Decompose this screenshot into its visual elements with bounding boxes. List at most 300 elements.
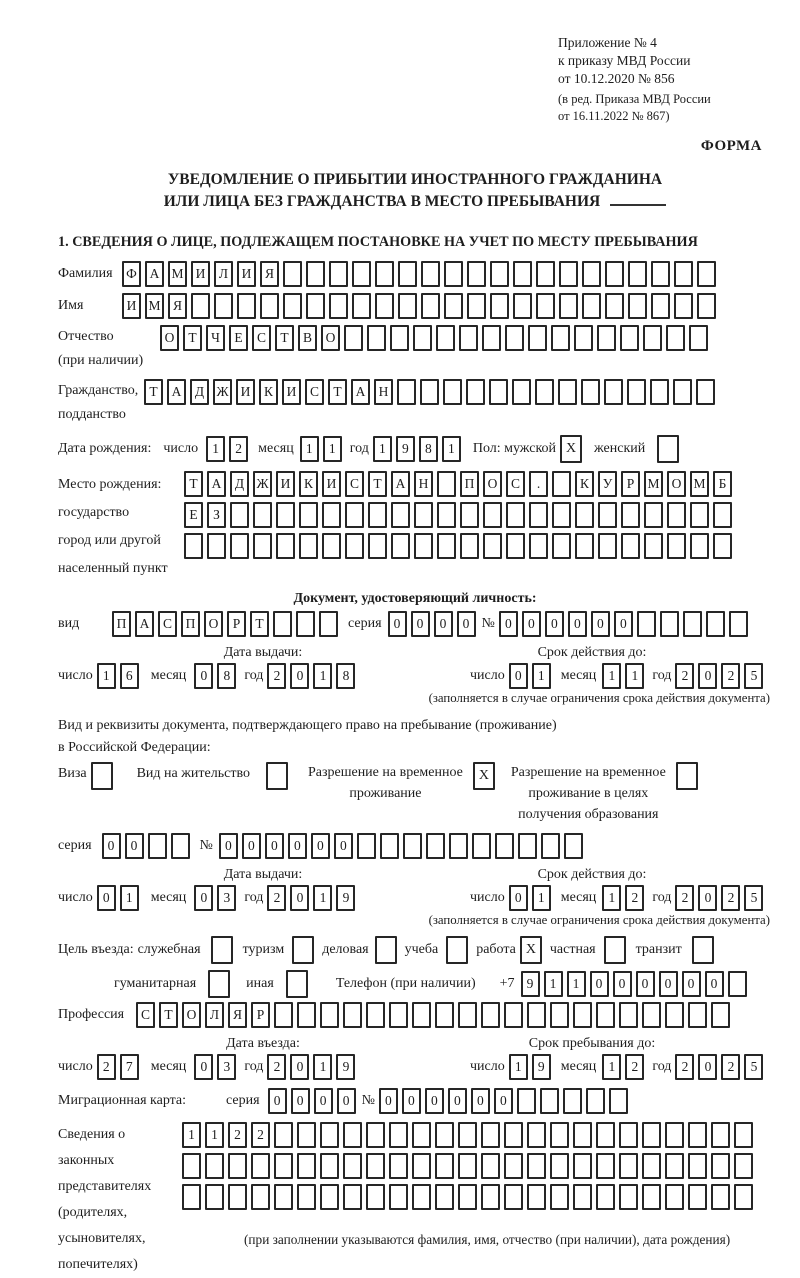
form-cell[interactable] <box>667 502 686 528</box>
form-cell[interactable] <box>651 261 670 287</box>
form-cell[interactable]: 0 <box>545 611 564 637</box>
form-cell[interactable]: 1 <box>373 436 392 462</box>
form-cell[interactable] <box>665 1153 684 1179</box>
form-cell[interactable] <box>435 1153 454 1179</box>
form-cell[interactable]: И <box>236 379 255 405</box>
form-cell[interactable] <box>449 833 468 859</box>
form-cell[interactable] <box>253 533 272 559</box>
form-cell[interactable]: 2 <box>675 663 694 689</box>
form-cell[interactable] <box>472 833 491 859</box>
form-cell[interactable]: Д <box>190 379 209 405</box>
form-cell[interactable]: 0 <box>509 885 528 911</box>
form-cell[interactable]: 0 <box>522 611 541 637</box>
form-cell[interactable]: 0 <box>194 885 213 911</box>
form-cell[interactable]: Е <box>184 502 203 528</box>
form-cell[interactable] <box>366 1153 385 1179</box>
form-cell[interactable] <box>540 1088 559 1114</box>
form-cell[interactable] <box>619 1002 638 1028</box>
form-cell[interactable] <box>459 325 478 351</box>
form-cell[interactable]: 2 <box>228 1122 247 1148</box>
form-cell[interactable] <box>644 502 663 528</box>
form-cell[interactable]: 0 <box>219 833 238 859</box>
form-cell[interactable] <box>621 502 640 528</box>
form-cell[interactable] <box>505 325 524 351</box>
form-cell[interactable]: 0 <box>448 1088 467 1114</box>
form-cell[interactable] <box>171 833 190 859</box>
form-cell[interactable] <box>345 502 364 528</box>
form-cell[interactable]: 1 <box>323 436 342 462</box>
purpose-other-checkbox[interactable] <box>286 970 308 998</box>
form-cell[interactable]: К <box>299 471 318 497</box>
form-cell[interactable]: И <box>237 261 256 287</box>
form-cell[interactable] <box>444 293 463 319</box>
form-cell[interactable] <box>230 502 249 528</box>
form-cell[interactable]: 0 <box>494 1088 513 1114</box>
form-cell[interactable] <box>650 379 669 405</box>
form-cell[interactable]: 1 <box>602 885 621 911</box>
form-cell[interactable]: 0 <box>290 885 309 911</box>
form-cell[interactable]: 1 <box>509 1054 528 1080</box>
form-cell[interactable]: 0 <box>698 885 717 911</box>
form-cell[interactable] <box>688 1153 707 1179</box>
form-cell[interactable] <box>628 261 647 287</box>
form-cell[interactable] <box>527 1002 546 1028</box>
form-cell[interactable]: 8 <box>217 663 236 689</box>
form-cell[interactable] <box>689 325 708 351</box>
form-cell[interactable] <box>299 533 318 559</box>
form-cell[interactable]: 0 <box>698 663 717 689</box>
form-cell[interactable]: 1 <box>602 663 621 689</box>
form-cell[interactable]: Я <box>260 261 279 287</box>
form-cell[interactable] <box>690 502 709 528</box>
form-cell[interactable] <box>596 1002 615 1028</box>
form-cell[interactable]: П <box>181 611 200 637</box>
form-cell[interactable]: 1 <box>532 885 551 911</box>
form-cell[interactable] <box>343 1002 362 1028</box>
form-cell[interactable]: 0 <box>337 1088 356 1114</box>
form-cell[interactable]: 0 <box>659 971 678 997</box>
form-cell[interactable] <box>467 293 486 319</box>
form-cell[interactable] <box>389 1153 408 1179</box>
form-cell[interactable] <box>444 261 463 287</box>
form-cell[interactable] <box>728 971 747 997</box>
form-cell[interactable] <box>414 502 433 528</box>
form-cell[interactable]: 3 <box>217 885 236 911</box>
form-cell[interactable]: 1 <box>442 436 461 462</box>
form-cell[interactable] <box>182 1184 201 1210</box>
form-cell[interactable] <box>642 1122 661 1148</box>
form-cell[interactable]: 0 <box>268 1088 287 1114</box>
form-cell[interactable] <box>490 261 509 287</box>
form-cell[interactable] <box>734 1184 753 1210</box>
form-cell[interactable] <box>575 502 594 528</box>
form-cell[interactable] <box>628 293 647 319</box>
form-cell[interactable] <box>368 502 387 528</box>
purpose-study-checkbox[interactable] <box>446 936 468 964</box>
form-cell[interactable] <box>460 502 479 528</box>
form-cell[interactable] <box>398 261 417 287</box>
temp-residence-edu-checkbox[interactable] <box>676 762 698 790</box>
residence-permit-checkbox[interactable] <box>266 762 288 790</box>
form-cell[interactable] <box>697 293 716 319</box>
form-cell[interactable]: П <box>112 611 131 637</box>
form-cell[interactable] <box>665 1002 684 1028</box>
form-cell[interactable]: 5 <box>744 663 763 689</box>
form-cell[interactable]: 1 <box>567 971 586 997</box>
form-cell[interactable] <box>667 533 686 559</box>
form-cell[interactable]: И <box>122 293 141 319</box>
form-cell[interactable]: Ф <box>122 261 141 287</box>
form-cell[interactable]: 0 <box>705 971 724 997</box>
form-cell[interactable] <box>260 293 279 319</box>
form-cell[interactable]: 2 <box>625 885 644 911</box>
form-cell[interactable] <box>504 1184 523 1210</box>
form-cell[interactable] <box>609 1088 628 1114</box>
form-cell[interactable]: К <box>575 471 594 497</box>
form-cell[interactable]: 2 <box>625 1054 644 1080</box>
form-cell[interactable] <box>541 833 560 859</box>
form-cell[interactable] <box>389 1002 408 1028</box>
form-cell[interactable] <box>228 1184 247 1210</box>
form-cell[interactable] <box>596 1184 615 1210</box>
form-cell[interactable] <box>322 502 341 528</box>
form-cell[interactable]: 9 <box>336 885 355 911</box>
form-cell[interactable] <box>297 1122 316 1148</box>
form-cell[interactable] <box>527 1153 546 1179</box>
form-cell[interactable] <box>403 833 422 859</box>
form-cell[interactable] <box>421 261 440 287</box>
form-cell[interactable] <box>551 325 570 351</box>
form-cell[interactable] <box>296 611 315 637</box>
form-cell[interactable] <box>564 833 583 859</box>
form-cell[interactable] <box>711 1184 730 1210</box>
form-cell[interactable] <box>390 325 409 351</box>
form-cell[interactable]: 1 <box>313 1054 332 1080</box>
form-cell[interactable] <box>596 1122 615 1148</box>
form-cell[interactable]: Т <box>368 471 387 497</box>
form-cell[interactable] <box>642 1184 661 1210</box>
form-cell[interactable] <box>552 502 571 528</box>
form-cell[interactable] <box>527 1122 546 1148</box>
form-cell[interactable] <box>466 379 485 405</box>
form-cell[interactable]: С <box>252 325 271 351</box>
purpose-business-checkbox[interactable] <box>375 936 397 964</box>
form-cell[interactable] <box>713 533 732 559</box>
form-cell[interactable] <box>513 261 532 287</box>
form-cell[interactable] <box>483 533 502 559</box>
form-cell[interactable] <box>558 379 577 405</box>
purpose-private-checkbox[interactable] <box>604 936 626 964</box>
form-cell[interactable] <box>343 1184 362 1210</box>
form-cell[interactable] <box>504 1153 523 1179</box>
form-cell[interactable]: 1 <box>532 663 551 689</box>
form-cell[interactable] <box>550 1184 569 1210</box>
form-cell[interactable] <box>389 1184 408 1210</box>
form-cell[interactable]: 0 <box>314 1088 333 1114</box>
form-cell[interactable] <box>414 533 433 559</box>
form-cell[interactable]: 1 <box>544 971 563 997</box>
form-cell[interactable]: 0 <box>636 971 655 997</box>
form-cell[interactable]: 1 <box>206 436 225 462</box>
form-cell[interactable]: Т <box>250 611 269 637</box>
form-cell[interactable] <box>276 533 295 559</box>
form-cell[interactable]: К <box>259 379 278 405</box>
form-cell[interactable]: 0 <box>265 833 284 859</box>
form-cell[interactable]: 0 <box>388 611 407 637</box>
form-cell[interactable]: О <box>321 325 340 351</box>
title-blank-line[interactable] <box>610 192 666 206</box>
form-cell[interactable]: 1 <box>313 885 332 911</box>
form-cell[interactable] <box>345 533 364 559</box>
form-cell[interactable]: 1 <box>97 663 116 689</box>
form-cell[interactable]: Т <box>275 325 294 351</box>
form-cell[interactable] <box>274 1122 293 1148</box>
form-cell[interactable] <box>352 293 371 319</box>
form-cell[interactable] <box>518 833 537 859</box>
form-cell[interactable]: 8 <box>419 436 438 462</box>
purpose-transit-checkbox[interactable] <box>692 936 714 964</box>
form-cell[interactable] <box>435 1122 454 1148</box>
form-cell[interactable] <box>397 379 416 405</box>
form-cell[interactable]: О <box>483 471 502 497</box>
form-cell[interactable] <box>619 1153 638 1179</box>
form-cell[interactable]: Я <box>168 293 187 319</box>
form-cell[interactable] <box>421 293 440 319</box>
form-cell[interactable]: 0 <box>613 971 632 997</box>
form-cell[interactable]: 1 <box>300 436 319 462</box>
form-cell[interactable] <box>575 533 594 559</box>
form-cell[interactable] <box>642 1002 661 1028</box>
form-cell[interactable] <box>673 379 692 405</box>
form-cell[interactable]: 2 <box>267 1054 286 1080</box>
form-cell[interactable] <box>482 325 501 351</box>
form-cell[interactable]: 1 <box>120 885 139 911</box>
form-cell[interactable]: М <box>690 471 709 497</box>
form-cell[interactable] <box>690 533 709 559</box>
form-cell[interactable]: 2 <box>267 663 286 689</box>
form-cell[interactable] <box>550 1153 569 1179</box>
form-cell[interactable] <box>529 533 548 559</box>
form-cell[interactable]: 2 <box>97 1054 116 1080</box>
form-cell[interactable]: И <box>282 379 301 405</box>
form-cell[interactable] <box>574 325 593 351</box>
form-cell[interactable] <box>182 1153 201 1179</box>
form-cell[interactable] <box>368 533 387 559</box>
form-cell[interactable] <box>536 293 555 319</box>
form-cell[interactable] <box>713 502 732 528</box>
form-cell[interactable]: Я <box>228 1002 247 1028</box>
form-cell[interactable]: 0 <box>97 885 116 911</box>
form-cell[interactable] <box>207 533 226 559</box>
form-cell[interactable]: 2 <box>251 1122 270 1148</box>
form-cell[interactable] <box>620 325 639 351</box>
form-cell[interactable] <box>329 261 348 287</box>
form-cell[interactable] <box>706 611 725 637</box>
form-cell[interactable]: М <box>145 293 164 319</box>
form-cell[interactable]: 0 <box>125 833 144 859</box>
sex-male-checkbox[interactable]: X <box>560 435 582 463</box>
form-cell[interactable]: 1 <box>182 1122 201 1148</box>
form-cell[interactable] <box>481 1153 500 1179</box>
form-cell[interactable]: П <box>460 471 479 497</box>
form-cell[interactable] <box>205 1153 224 1179</box>
form-cell[interactable]: С <box>158 611 177 637</box>
form-cell[interactable] <box>297 1002 316 1028</box>
form-cell[interactable]: В <box>298 325 317 351</box>
form-cell[interactable] <box>734 1153 753 1179</box>
form-cell[interactable]: 2 <box>675 885 694 911</box>
form-cell[interactable] <box>582 293 601 319</box>
form-cell[interactable] <box>344 325 363 351</box>
form-cell[interactable] <box>375 261 394 287</box>
form-cell[interactable] <box>490 293 509 319</box>
form-cell[interactable] <box>504 1122 523 1148</box>
form-cell[interactable] <box>322 533 341 559</box>
form-cell[interactable]: 0 <box>311 833 330 859</box>
form-cell[interactable] <box>343 1122 362 1148</box>
form-cell[interactable] <box>380 833 399 859</box>
form-cell[interactable] <box>711 1002 730 1028</box>
form-cell[interactable] <box>683 611 702 637</box>
form-cell[interactable] <box>436 325 455 351</box>
form-cell[interactable] <box>306 261 325 287</box>
form-cell[interactable]: Т <box>183 325 202 351</box>
form-cell[interactable] <box>398 293 417 319</box>
form-cell[interactable] <box>517 1088 536 1114</box>
form-cell[interactable] <box>660 611 679 637</box>
form-cell[interactable] <box>297 1184 316 1210</box>
form-cell[interactable] <box>581 379 600 405</box>
form-cell[interactable] <box>619 1184 638 1210</box>
form-cell[interactable] <box>734 1122 753 1148</box>
form-cell[interactable]: 0 <box>411 611 430 637</box>
form-cell[interactable] <box>729 611 748 637</box>
form-cell[interactable]: А <box>351 379 370 405</box>
form-cell[interactable]: Т <box>144 379 163 405</box>
form-cell[interactable]: Р <box>227 611 246 637</box>
form-cell[interactable]: 0 <box>290 1054 309 1080</box>
form-cell[interactable]: А <box>391 471 410 497</box>
form-cell[interactable]: 0 <box>425 1088 444 1114</box>
form-cell[interactable] <box>437 502 456 528</box>
form-cell[interactable]: 0 <box>379 1088 398 1114</box>
purpose-official-checkbox[interactable] <box>211 936 233 964</box>
form-cell[interactable] <box>297 1153 316 1179</box>
form-cell[interactable]: Н <box>414 471 433 497</box>
form-cell[interactable] <box>598 502 617 528</box>
form-cell[interactable] <box>412 1153 431 1179</box>
form-cell[interactable] <box>276 502 295 528</box>
form-cell[interactable] <box>582 261 601 287</box>
form-cell[interactable]: Р <box>251 1002 270 1028</box>
form-cell[interactable]: 0 <box>242 833 261 859</box>
form-cell[interactable] <box>573 1153 592 1179</box>
form-cell[interactable] <box>366 1184 385 1210</box>
form-cell[interactable]: 2 <box>721 663 740 689</box>
form-cell[interactable]: 0 <box>457 611 476 637</box>
purpose-work-checkbox[interactable]: X <box>520 936 542 964</box>
form-cell[interactable] <box>230 533 249 559</box>
form-cell[interactable]: М <box>168 261 187 287</box>
form-cell[interactable] <box>586 1088 605 1114</box>
form-cell[interactable] <box>605 293 624 319</box>
form-cell[interactable]: О <box>667 471 686 497</box>
form-cell[interactable] <box>552 471 571 497</box>
form-cell[interactable] <box>573 1002 592 1028</box>
sex-female-checkbox[interactable] <box>657 435 679 463</box>
form-cell[interactable]: О <box>204 611 223 637</box>
form-cell[interactable]: Ч <box>206 325 225 351</box>
form-cell[interactable] <box>696 379 715 405</box>
form-cell[interactable] <box>435 1184 454 1210</box>
form-cell[interactable]: 2 <box>721 1054 740 1080</box>
form-cell[interactable]: А <box>207 471 226 497</box>
form-cell[interactable]: 2 <box>675 1054 694 1080</box>
form-cell[interactable]: 0 <box>471 1088 490 1114</box>
form-cell[interactable] <box>413 325 432 351</box>
form-cell[interactable] <box>651 293 670 319</box>
form-cell[interactable] <box>237 293 256 319</box>
form-cell[interactable] <box>642 1153 661 1179</box>
form-cell[interactable] <box>320 1122 339 1148</box>
form-cell[interactable]: Л <box>214 261 233 287</box>
form-cell[interactable] <box>536 261 555 287</box>
form-cell[interactable]: 0 <box>509 663 528 689</box>
form-cell[interactable] <box>253 502 272 528</box>
form-cell[interactable]: Р <box>621 471 640 497</box>
form-cell[interactable]: 9 <box>532 1054 551 1080</box>
form-cell[interactable]: 3 <box>217 1054 236 1080</box>
form-cell[interactable] <box>458 1153 477 1179</box>
form-cell[interactable] <box>666 325 685 351</box>
form-cell[interactable] <box>711 1153 730 1179</box>
form-cell[interactable]: С <box>506 471 525 497</box>
form-cell[interactable]: 0 <box>334 833 353 859</box>
form-cell[interactable]: 9 <box>521 971 540 997</box>
form-cell[interactable]: 0 <box>102 833 121 859</box>
form-cell[interactable] <box>375 293 394 319</box>
form-cell[interactable]: 2 <box>721 885 740 911</box>
form-cell[interactable]: 0 <box>288 833 307 859</box>
form-cell[interactable] <box>605 261 624 287</box>
form-cell[interactable] <box>619 1122 638 1148</box>
form-cell[interactable] <box>320 1153 339 1179</box>
form-cell[interactable] <box>320 1002 339 1028</box>
form-cell[interactable] <box>512 379 531 405</box>
form-cell[interactable] <box>343 1153 362 1179</box>
form-cell[interactable]: З <box>207 502 226 528</box>
form-cell[interactable] <box>191 293 210 319</box>
form-cell[interactable] <box>283 261 302 287</box>
form-cell[interactable] <box>460 533 479 559</box>
form-cell[interactable]: 0 <box>291 1088 310 1114</box>
form-cell[interactable]: 0 <box>682 971 701 997</box>
form-cell[interactable]: 0 <box>194 663 213 689</box>
temp-residence-checkbox[interactable]: X <box>473 762 495 790</box>
form-cell[interactable] <box>467 261 486 287</box>
form-cell[interactable] <box>550 1002 569 1028</box>
form-cell[interactable]: С <box>136 1002 155 1028</box>
form-cell[interactable]: Д <box>230 471 249 497</box>
form-cell[interactable] <box>458 1122 477 1148</box>
form-cell[interactable] <box>389 1122 408 1148</box>
form-cell[interactable]: О <box>182 1002 201 1028</box>
form-cell[interactable] <box>552 533 571 559</box>
form-cell[interactable]: 9 <box>336 1054 355 1080</box>
form-cell[interactable] <box>513 293 532 319</box>
form-cell[interactable]: А <box>167 379 186 405</box>
form-cell[interactable]: 5 <box>744 885 763 911</box>
